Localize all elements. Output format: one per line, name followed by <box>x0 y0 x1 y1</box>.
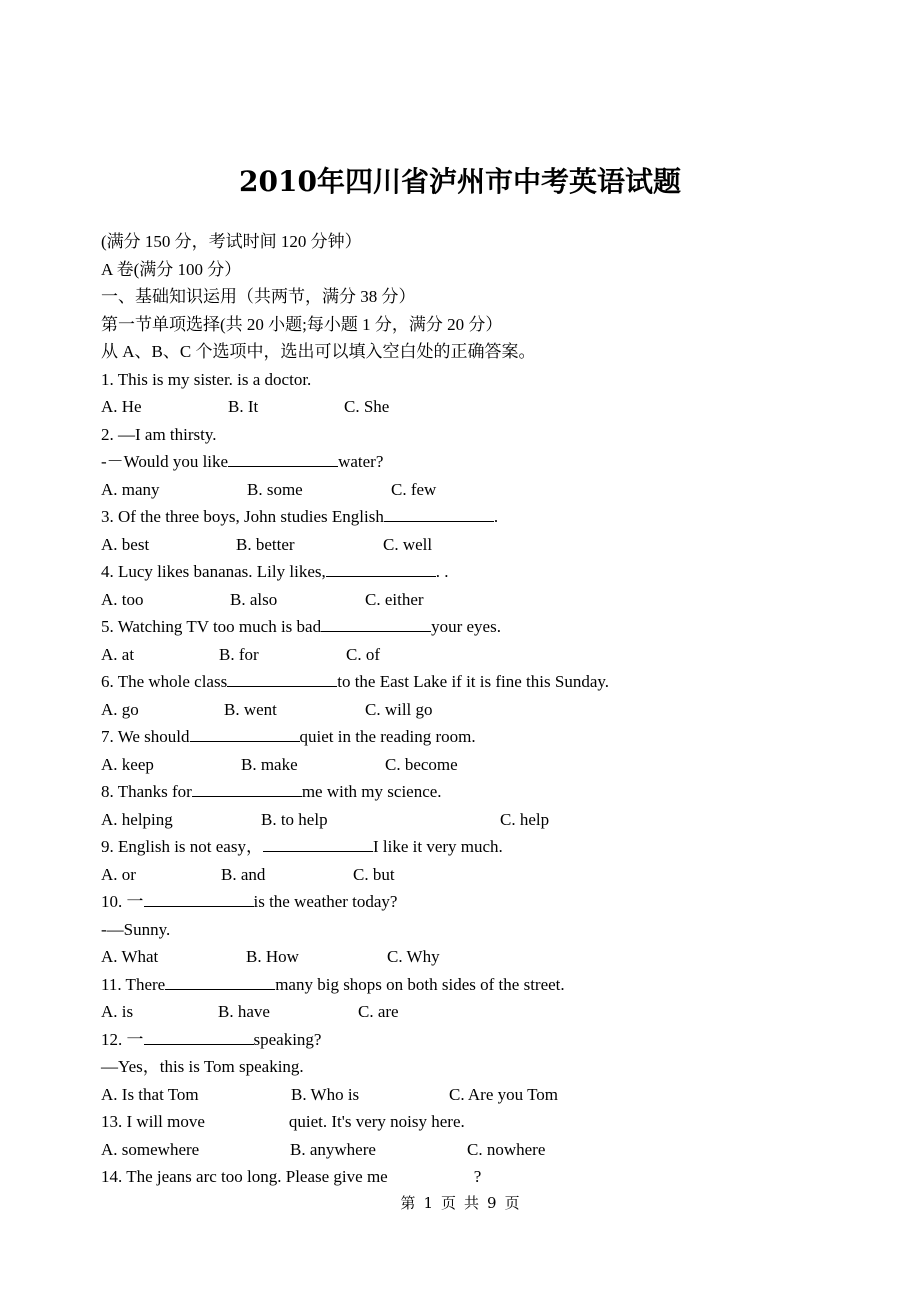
question-text: 13. I will move <box>101 1112 205 1131</box>
question-text: many big shops on both sides of the street. <box>275 974 565 994</box>
footer-text: 页 <box>504 1194 520 1212</box>
question-text: is the weather today? <box>253 892 398 911</box>
question-text: 8. Thanks for <box>101 782 192 801</box>
options-12 <box>101 1081 861 1109</box>
option-c: C. become <box>385 754 458 774</box>
answer-blank <box>192 778 302 797</box>
question-text: quiet in the reading room. <box>299 727 476 746</box>
question-text: water? <box>338 452 384 471</box>
intro-line: 从 A、B、C 个选项中，选出可以填入空白处的正确答案。 <box>101 342 536 361</box>
answer-blank <box>228 448 338 467</box>
answer-blank <box>321 613 431 632</box>
page-number: 1 <box>423 1194 433 1212</box>
question-text: 5. Watching TV too much is bad <box>101 617 322 636</box>
options-2 <box>101 476 861 504</box>
footer-text: 页 <box>440 1194 456 1212</box>
option-c: C. Are you Tom <box>449 1084 558 1104</box>
question-text: 6. The whole class <box>101 672 228 691</box>
option-b: B. also <box>230 589 278 609</box>
option-c: C. well <box>383 534 433 554</box>
option-c: C. either <box>365 589 424 609</box>
question-text: . . <box>435 562 449 581</box>
option-c: C. will go <box>365 699 433 719</box>
option-b: B. better <box>236 534 295 554</box>
question-2: 2. —I am thirsty. <box>101 424 217 444</box>
option-c: C. of <box>346 644 380 664</box>
intro-line: 第一节单项选择(共 20 小题;每小题 1 分，满分 20 分） <box>101 314 503 334</box>
options-10 <box>101 943 861 971</box>
option-c: C. are <box>358 1002 399 1021</box>
option-b: B. Who is <box>291 1084 360 1104</box>
options-13 <box>101 1136 861 1164</box>
option-b: B. It <box>228 397 259 416</box>
question-text: 14. The jeans arc too long. Please give me <box>101 1167 388 1186</box>
page-total: 9 <box>487 1194 497 1212</box>
option-b: B. make <box>241 754 298 774</box>
answer-blank <box>165 971 275 990</box>
question-text: . <box>493 507 499 526</box>
option-b: B. How <box>246 947 299 966</box>
question-text: 11. There <box>101 974 166 994</box>
option-a: A. What <box>101 947 159 966</box>
option-b: B. anywhere <box>290 1139 376 1159</box>
options-6 <box>101 696 861 724</box>
options-9 <box>101 861 861 889</box>
question-5 <box>101 613 861 641</box>
question-7 <box>101 723 861 751</box>
options-3 <box>101 531 861 559</box>
question-text: -－Would you like <box>101 452 229 471</box>
page-footer <box>0 1192 920 1213</box>
question-4 <box>101 558 861 586</box>
answer-blank <box>144 888 254 907</box>
option-a: A. He <box>101 397 142 416</box>
question-3 <box>101 503 861 531</box>
option-c: C. She <box>344 397 390 416</box>
option-b: B. to help <box>261 809 328 829</box>
document-body <box>101 228 861 1191</box>
options-5 <box>101 641 861 669</box>
question-text: 12. 一 <box>101 1029 144 1049</box>
option-b: B. and <box>221 864 266 884</box>
intro-line: A 卷(满分 100 分） <box>101 259 242 279</box>
footer-text: 共 <box>464 1194 480 1212</box>
question-text: 10. 一 <box>101 892 144 911</box>
answer-blank <box>227 668 337 687</box>
question-9 <box>101 833 861 861</box>
answer-blank <box>326 558 436 577</box>
option-a: A. at <box>101 644 135 664</box>
options-11 <box>101 998 861 1026</box>
question-10 <box>101 888 861 916</box>
options-1 <box>101 393 861 421</box>
options-7 <box>101 751 861 779</box>
question-2-reply <box>101 448 861 476</box>
option-a: A. somewhere <box>101 1139 200 1159</box>
question-12 <box>101 1026 861 1054</box>
question-text: your eyes. <box>431 617 501 636</box>
question-text: to the East Lake if it is fine this Sunday. <box>337 672 610 691</box>
page-title: 2010年四川省泸州市中考英语试题 <box>239 165 681 198</box>
option-a: A. keep <box>101 754 154 774</box>
question-text: 9. English is not easy， <box>101 837 263 856</box>
question-text: ? <box>473 1167 482 1186</box>
option-a: A. many <box>101 479 160 499</box>
question-11 <box>101 971 861 999</box>
question-14 <box>101 1163 861 1191</box>
option-b: B. went <box>224 699 277 719</box>
answer-blank <box>144 1026 254 1045</box>
option-a: A. Is that Tom <box>101 1084 199 1104</box>
question-text: 7. We should <box>101 727 190 746</box>
option-c: C. nowhere <box>467 1139 546 1159</box>
option-a: A. best <box>101 534 150 554</box>
option-c: C. Why <box>387 947 440 966</box>
intro-line: (满分 150 分，考试时间 120 分钟） <box>101 232 362 251</box>
question-6 <box>101 668 861 696</box>
answer-blank <box>263 833 373 852</box>
option-c: C. help <box>500 809 550 829</box>
question-text: I like it very much. <box>372 837 503 856</box>
option-a: A. is <box>101 1002 134 1021</box>
option-b: B. have <box>218 1002 270 1021</box>
question-text: 4. Lucy likes bananas. Lily likes, <box>101 562 326 581</box>
question-1: 1. This is my sister. is a doctor. <box>101 369 312 389</box>
intro-line: 一、基础知识运用（共两节，满分 38 分） <box>101 287 416 306</box>
question-8 <box>101 778 861 806</box>
options-4 <box>101 586 861 614</box>
question-text: 3. Of the three boys, John studies English <box>101 507 384 526</box>
option-b: B. some <box>247 479 303 499</box>
option-a: A. helping <box>101 809 173 829</box>
answer-blank <box>190 723 300 742</box>
option-a: A. too <box>101 589 144 609</box>
option-c: C. but <box>353 864 395 884</box>
question-13 <box>101 1108 861 1136</box>
option-a: A. go <box>101 699 139 719</box>
options-8 <box>101 806 861 834</box>
option-a: A. or <box>101 864 136 884</box>
answer-blank <box>384 503 494 522</box>
question-10-reply: -—Sunny. <box>101 919 171 939</box>
question-text: speaking? <box>253 1029 322 1049</box>
question-text: quiet. It's very noisy here. <box>288 1112 465 1131</box>
question-12-reply: —Yes，this is Tom speaking. <box>101 1057 304 1076</box>
footer-text: 第 <box>400 1194 416 1212</box>
option-b: B. for <box>219 644 259 664</box>
question-text: me with my science. <box>301 782 442 801</box>
option-c: C. few <box>391 479 437 499</box>
